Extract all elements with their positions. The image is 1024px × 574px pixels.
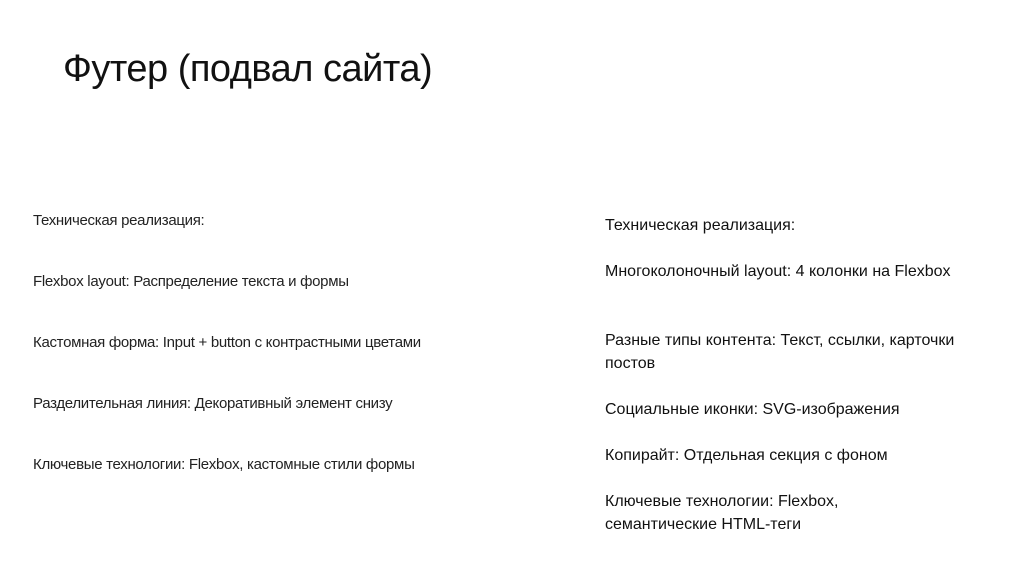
left-item-custom-form: Кастомная форма: Input + button с контрастными цветами [33,334,421,351]
left-item-tech-heading: Техническая реализация: [33,212,205,229]
left-item-divider-line: Разделительная линия: Декоративный элемент снизу [33,395,393,412]
right-item-copyright: Копирайт: Отдельная секция с фоном [605,447,888,464]
left-item-key-technologies: Ключевые технологии: Flexbox, кастомные стили формы [33,456,415,473]
right-item-social-icons: Социальные иконки: SVG-изображения [605,401,900,418]
right-item-key-technologies: Ключевые технологии: Flexbox, семантические HTML-теги [605,493,839,533]
right-item-tech-heading: Техническая реализация: [605,217,796,234]
right-item-multicolumn-layout: Многоколоночный layout: 4 колонки на Flexbox [605,263,951,280]
left-item-flexbox-layout: Flexbox layout: Распределение текста и формы [33,273,349,290]
right-item-content-types: Разные типы контента: Текст, ссылки, карточки постов [605,332,955,372]
slide-title: Футер (подвал сайта) [63,48,433,90]
